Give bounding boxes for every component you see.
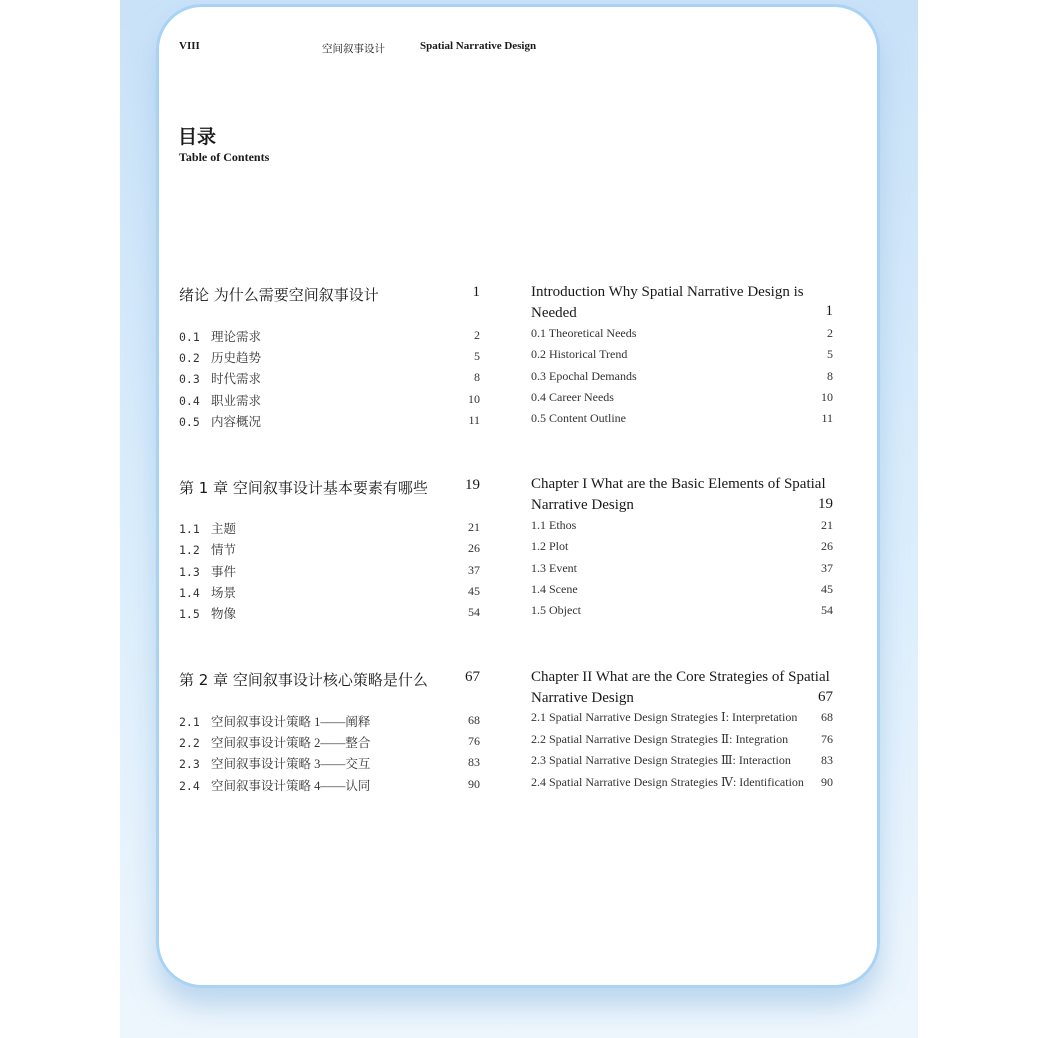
- section-number: 1.4: [179, 586, 200, 600]
- chapter-title-cn[interactable]: 绪论 为什么需要空间叙事设计: [179, 286, 379, 304]
- section-page-cn: 83: [468, 755, 480, 769]
- chapter-title-en[interactable]: Introduction Why Spatial Narrative Design is Needed: [531, 284, 804, 321]
- section-title-cn: 主题: [211, 522, 237, 536]
- section-number: 0.1: [179, 330, 200, 344]
- section-title-cn: 历史趋势: [211, 351, 262, 365]
- chapter-title-cn[interactable]: 第 2 章 空间叙事设计核心策略是什么: [179, 671, 428, 689]
- section-title-cn: 物像: [211, 607, 237, 621]
- section-page-cn: 2: [474, 328, 480, 342]
- section-page-en: 54: [821, 603, 833, 617]
- section-title-cn: 空间叙事设计策略 4——认同: [211, 779, 371, 793]
- toc-entry-en[interactable]: 0.3 Epochal Demands: [531, 369, 637, 383]
- toc-title-cn: 目录: [178, 126, 217, 148]
- section-page-en: 90: [821, 775, 833, 789]
- section-page-en: 10: [821, 390, 833, 404]
- section-title-cn: 职业需求: [211, 394, 262, 408]
- chapter-page-en: 67: [818, 689, 833, 705]
- section-title-cn: 空间叙事设计策略 1——阐释: [211, 715, 371, 729]
- toc-entry-cn[interactable]: [179, 712, 370, 730]
- section-page-en: 11: [821, 411, 833, 425]
- section-page-cn: 10: [468, 392, 480, 406]
- section-page-en: 76: [821, 732, 833, 746]
- toc-entry-cn[interactable]: [179, 604, 236, 622]
- section-title-cn: 时代需求: [211, 372, 262, 386]
- toc-entry-en[interactable]: 1.1 Ethos: [531, 518, 577, 532]
- section-number: 1.1: [179, 522, 200, 536]
- section-page-cn: 5: [474, 349, 480, 363]
- chapter-page-cn: 19: [465, 477, 480, 493]
- section-page-cn: 8: [474, 370, 480, 384]
- section-page-cn: 45: [468, 584, 480, 598]
- toc-title-en: Table of Contents: [179, 150, 270, 164]
- toc-entry-en[interactable]: 0.5 Content Outline: [531, 411, 626, 425]
- section-title-cn: 事件: [211, 565, 237, 579]
- chapter-title-en[interactable]: Chapter II What are the Core Strategies of Spatial Narrative Design: [531, 669, 830, 706]
- toc-entry-cn[interactable]: [179, 754, 370, 772]
- toc-entry-cn[interactable]: [179, 348, 261, 366]
- toc-entry-en[interactable]: 0.1 Theoretical Needs: [531, 326, 637, 340]
- section-page-en: 26: [821, 539, 833, 553]
- toc-entry-cn[interactable]: [179, 519, 236, 537]
- toc-entry-cn[interactable]: [179, 776, 370, 794]
- section-title-cn: 场景: [211, 586, 237, 600]
- section-number: 0.2: [179, 351, 200, 365]
- section-page-cn: 11: [468, 413, 480, 427]
- section-number: 1.3: [179, 565, 200, 579]
- chapter-title-cn[interactable]: 第 1 章 空间叙事设计基本要素有哪些: [179, 479, 428, 497]
- section-page-en: 45: [821, 582, 833, 596]
- toc-entry-en[interactable]: 0.2 Historical Trend: [531, 347, 628, 361]
- section-page-cn: 90: [468, 777, 480, 791]
- toc-entry-cn[interactable]: [179, 412, 261, 430]
- toc-entry-en[interactable]: 1.2 Plot: [531, 539, 569, 553]
- toc-entry-cn[interactable]: [179, 733, 370, 751]
- running-title-cn: 空间叙事设计: [322, 43, 385, 55]
- toc-entry-cn[interactable]: [179, 540, 236, 558]
- section-page-cn: 68: [468, 713, 480, 727]
- section-title-cn: 空间叙事设计策略 2——整合: [211, 736, 371, 750]
- section-page-en: 5: [827, 347, 833, 361]
- toc-entry-en[interactable]: 1.3 Event: [531, 561, 577, 575]
- chapter-title-en[interactable]: Chapter I What are the Basic Elements of Spatial Narrative Design: [531, 476, 826, 513]
- toc-entry-en[interactable]: 2.4 Spatial Narrative Design Strategies Ⅳ: Identification: [531, 775, 804, 789]
- toc-entry-cn[interactable]: [179, 369, 261, 387]
- section-page-en: 37: [821, 561, 833, 575]
- running-title-en: Spatial Narrative Design: [420, 40, 537, 52]
- section-page-cn: 76: [468, 734, 480, 748]
- section-title-cn: 情节: [211, 543, 237, 557]
- toc-entry-cn[interactable]: [179, 327, 261, 345]
- section-title-cn: 理论需求: [211, 330, 262, 344]
- toc-entry-cn[interactable]: [179, 583, 236, 601]
- toc-entry-cn[interactable]: [179, 562, 236, 580]
- section-page-cn: 37: [468, 563, 480, 577]
- toc-entry-en[interactable]: 1.4 Scene: [531, 582, 578, 596]
- section-number: 1.2: [179, 543, 200, 557]
- toc-entry-en[interactable]: 2.2 Spatial Narrative Design Strategies Ⅱ: Integration: [531, 732, 789, 746]
- section-page-en: 21: [821, 518, 833, 532]
- section-page-cn: 26: [468, 541, 480, 555]
- section-page-en: 83: [821, 753, 833, 767]
- section-number: 1.5: [179, 607, 200, 621]
- section-number: 2.1: [179, 715, 200, 729]
- toc-entry-cn[interactable]: [179, 391, 261, 409]
- toc-entry-en[interactable]: 2.3 Spatial Narrative Design Strategies Ⅲ: Interaction: [531, 753, 791, 767]
- section-title-cn: 空间叙事设计策略 3——交互: [211, 757, 371, 771]
- section-number: 0.4: [179, 394, 200, 408]
- chapter-page-cn: 67: [465, 669, 480, 685]
- chapter-page-cn: 1: [472, 284, 480, 300]
- section-page-en: 2: [827, 326, 833, 340]
- chapter-page-en: 1: [825, 303, 833, 319]
- section-page-en: 68: [821, 710, 833, 724]
- section-page-cn: 54: [468, 605, 480, 619]
- section-title-cn: 内容概况: [211, 415, 262, 429]
- section-page-cn: 21: [468, 520, 480, 534]
- page-number: VIII: [179, 40, 200, 52]
- toc-entry-en[interactable]: 0.4 Career Needs: [531, 390, 614, 404]
- toc-entry-en[interactable]: 2.1 Spatial Narrative Design Strategies Ⅰ: Interpretation: [531, 710, 798, 724]
- section-number: 0.3: [179, 372, 200, 386]
- section-number: 2.2: [179, 736, 200, 750]
- chapter-page-en: 19: [818, 496, 833, 512]
- section-number: 2.4: [179, 779, 200, 793]
- section-number: 0.5: [179, 415, 200, 429]
- toc-entry-en[interactable]: 1.5 Object: [531, 603, 581, 617]
- section-number: 2.3: [179, 757, 200, 771]
- section-page-en: 8: [827, 369, 833, 383]
